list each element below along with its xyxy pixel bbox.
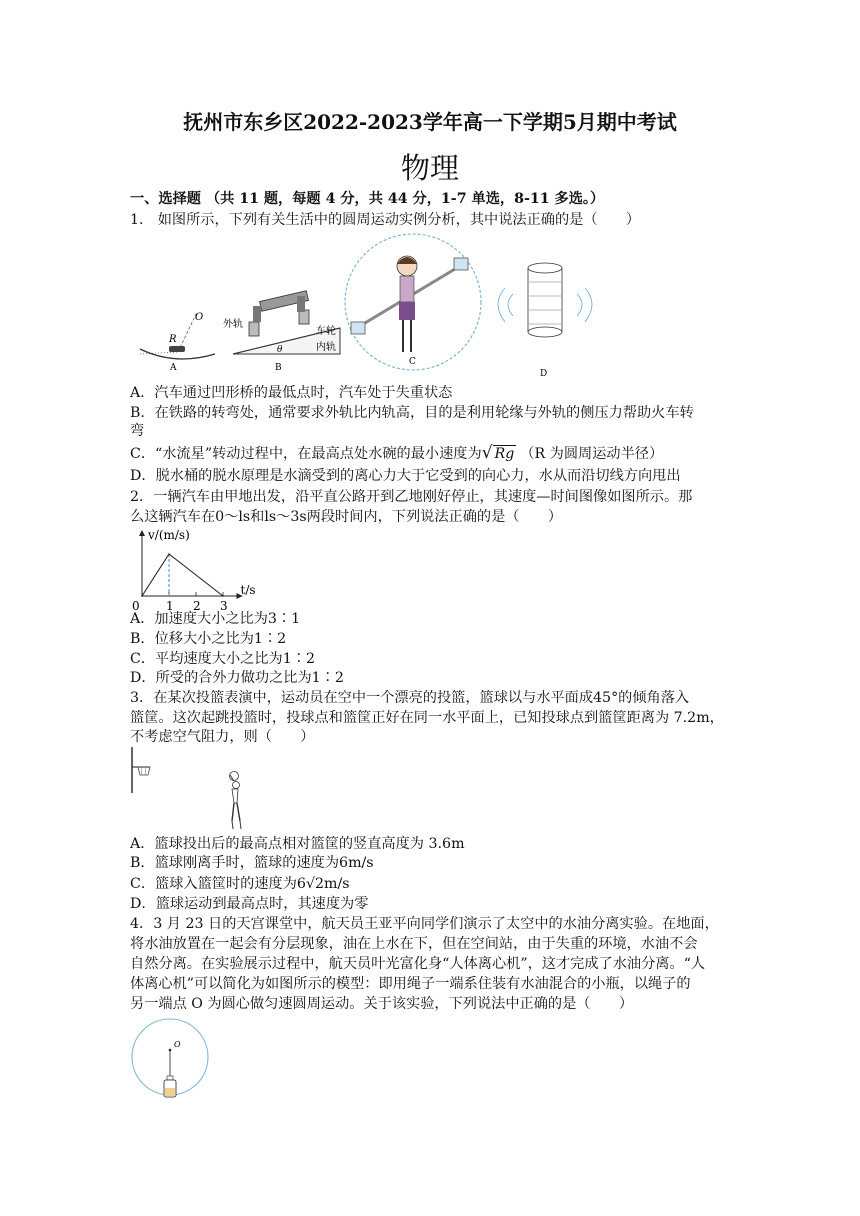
- q4-stem-line3: 自然分离。在实验展示过程中，航天员叶光富化身“人体离心机”，这才完成了水油分离。“人: [130, 956, 706, 972]
- q1-option-c-formula: Rg: [494, 446, 515, 462]
- exam-title: 抚州市东乡区2022-2023学年高一下学期5月期中考试: [183, 110, 677, 134]
- q2-option-b: B．位移大小之比为1∶2: [130, 631, 287, 647]
- subject-title: 物理: [400, 151, 459, 185]
- q1-option-c-tail: （R 为圆周运动半径）: [520, 446, 664, 462]
- q1-figures: [135, 224, 595, 384]
- x-tick-label: 1: [166, 599, 174, 610]
- q3-stem-line2: 篮筐。这次起跳投篮时，投球点和篮筐正好在同一水平面上，已知投球点到篮筐距离为 7.2m，: [130, 710, 724, 726]
- fig-b-inner-rail: 内轨: [316, 342, 336, 353]
- q2-option-d: D．所受的合外力做功之比为1∶2: [130, 670, 344, 686]
- q1-option-c-text: C．“水流星”转动过程中，在最高点处水碗的最小速度为: [130, 446, 482, 462]
- q1-stem: 1. 如图所示，下列有关生活中的圆周运动实例分析，其中说法正确的是（ ）: [130, 212, 641, 228]
- fig-c-caption: C: [409, 357, 416, 367]
- x-tick-label: 3: [220, 599, 228, 610]
- q2-option-c: C．平均速度大小之比为1∶2: [130, 651, 315, 667]
- q2-stem-line1: 2．一辆汽车由甲地出发，沿平直公路开到乙地刚好停止，其速度—时间图像如图所示。那: [130, 489, 693, 505]
- figure-a-concave-bridge: [140, 312, 215, 373]
- q1-option-d: D．脱水桶的脱水原理是水滴受到的离心力大于它受到的向心力，水从而沿切线方向甩出: [130, 468, 681, 484]
- q4-label-o: O: [174, 1040, 181, 1049]
- vt-data-point: [222, 595, 224, 597]
- y-axis-label: v/(m/s): [148, 528, 190, 542]
- q2-stem-line2: 么这辆汽车在0～ls和ls～3s两段时间内，下列说法正确的是（ ）: [130, 509, 563, 525]
- q4-stem-line1: 4．3 月 23 日的天宫课堂中，航天员王亚平向同学们演示了太空中的水油分离实验。在地面，: [130, 916, 719, 932]
- q3-option-b: B．篮球刚离手时，篮球的速度为6m/s: [130, 855, 374, 871]
- q2-option-a: A．加速度大小之比为3∶1: [130, 611, 301, 627]
- section-heading: 一、选择题 （共 11 题，每题 4 分，共 44 分，1-7 单选，8-11 多选。）: [130, 191, 605, 207]
- y-axis-arrow: [139, 530, 145, 536]
- fig-a-label-o: O: [195, 312, 204, 323]
- q3-stem-line3: 不考虑空气阻力，则（ ）: [130, 729, 315, 745]
- x-tick-label: 2: [193, 599, 201, 610]
- sqrt-sign: √: [481, 443, 493, 463]
- q3-option-d: D．篮球运动到最高点时，其速度为零: [130, 896, 369, 912]
- fig-a-caption: A: [170, 363, 177, 373]
- x-tick-label: 0: [132, 599, 140, 610]
- q1-option-c: [130, 443, 663, 464]
- q3-basketball-figure: [130, 745, 260, 835]
- q3-option-c-text: C．篮球入篮筐时的速度为: [130, 876, 297, 892]
- q3-stem-line1: 3．在某次投篮表演中，运动员在空中一个漂亮的投篮，篮球以与水平面成45°的倾角落入: [130, 690, 690, 706]
- q4-stem-line5: 另一端点 O 为圆心做匀速圆周运动。关于该实验，下列说法中正确的是（ ）: [130, 996, 634, 1012]
- fig-b-wheel: 车轮: [316, 326, 336, 337]
- vt-data-point: [141, 595, 143, 597]
- vt-data-point: [168, 553, 170, 555]
- vt-series-line: [142, 554, 223, 596]
- fig-b-theta: θ: [277, 345, 283, 355]
- q4-centrifuge-figure: [128, 1014, 214, 1100]
- x-axis-label: t/s: [240, 583, 256, 597]
- figure-c-water-meteor: [345, 234, 481, 370]
- fig-a-label-r: R: [169, 334, 177, 345]
- fig-d-caption: D: [540, 369, 548, 379]
- q1-option-a: A．汽车通过凹形桥的最低点时，汽车处于失重状态: [130, 385, 453, 401]
- q4-stem-line4: 体离心机”可以简化为如图所示的模型：即用绳子一端系住装有水油混合的小瓶，以绳子的: [130, 976, 691, 992]
- figure-d-spin-dryer: [498, 263, 592, 379]
- q4-stem-line2: 将水油放置在一起会有分层现象，油在上水在下，但在空间站，由于失重的环境，水油不会: [130, 936, 698, 952]
- q3-option-a: A．篮球投出后的最高点相对篮筐的竖直高度为 3.6m: [130, 836, 465, 852]
- q1-option-b: B．在铁路的转弯处，通常要求外轨比内轨高，目的是利用轮缘与外轨的侧压力帮助火车转: [130, 405, 694, 421]
- vt-chart: [130, 526, 280, 610]
- q3-option-c: [130, 874, 350, 894]
- figure-b-rail: [223, 291, 340, 373]
- fig-b-outer-rail: 外轨: [223, 319, 243, 330]
- q3-option-c-value: 6√2m/s: [296, 876, 350, 892]
- fig-b-caption: B: [275, 363, 282, 373]
- q1-option-b-wrap: 弯: [130, 423, 145, 439]
